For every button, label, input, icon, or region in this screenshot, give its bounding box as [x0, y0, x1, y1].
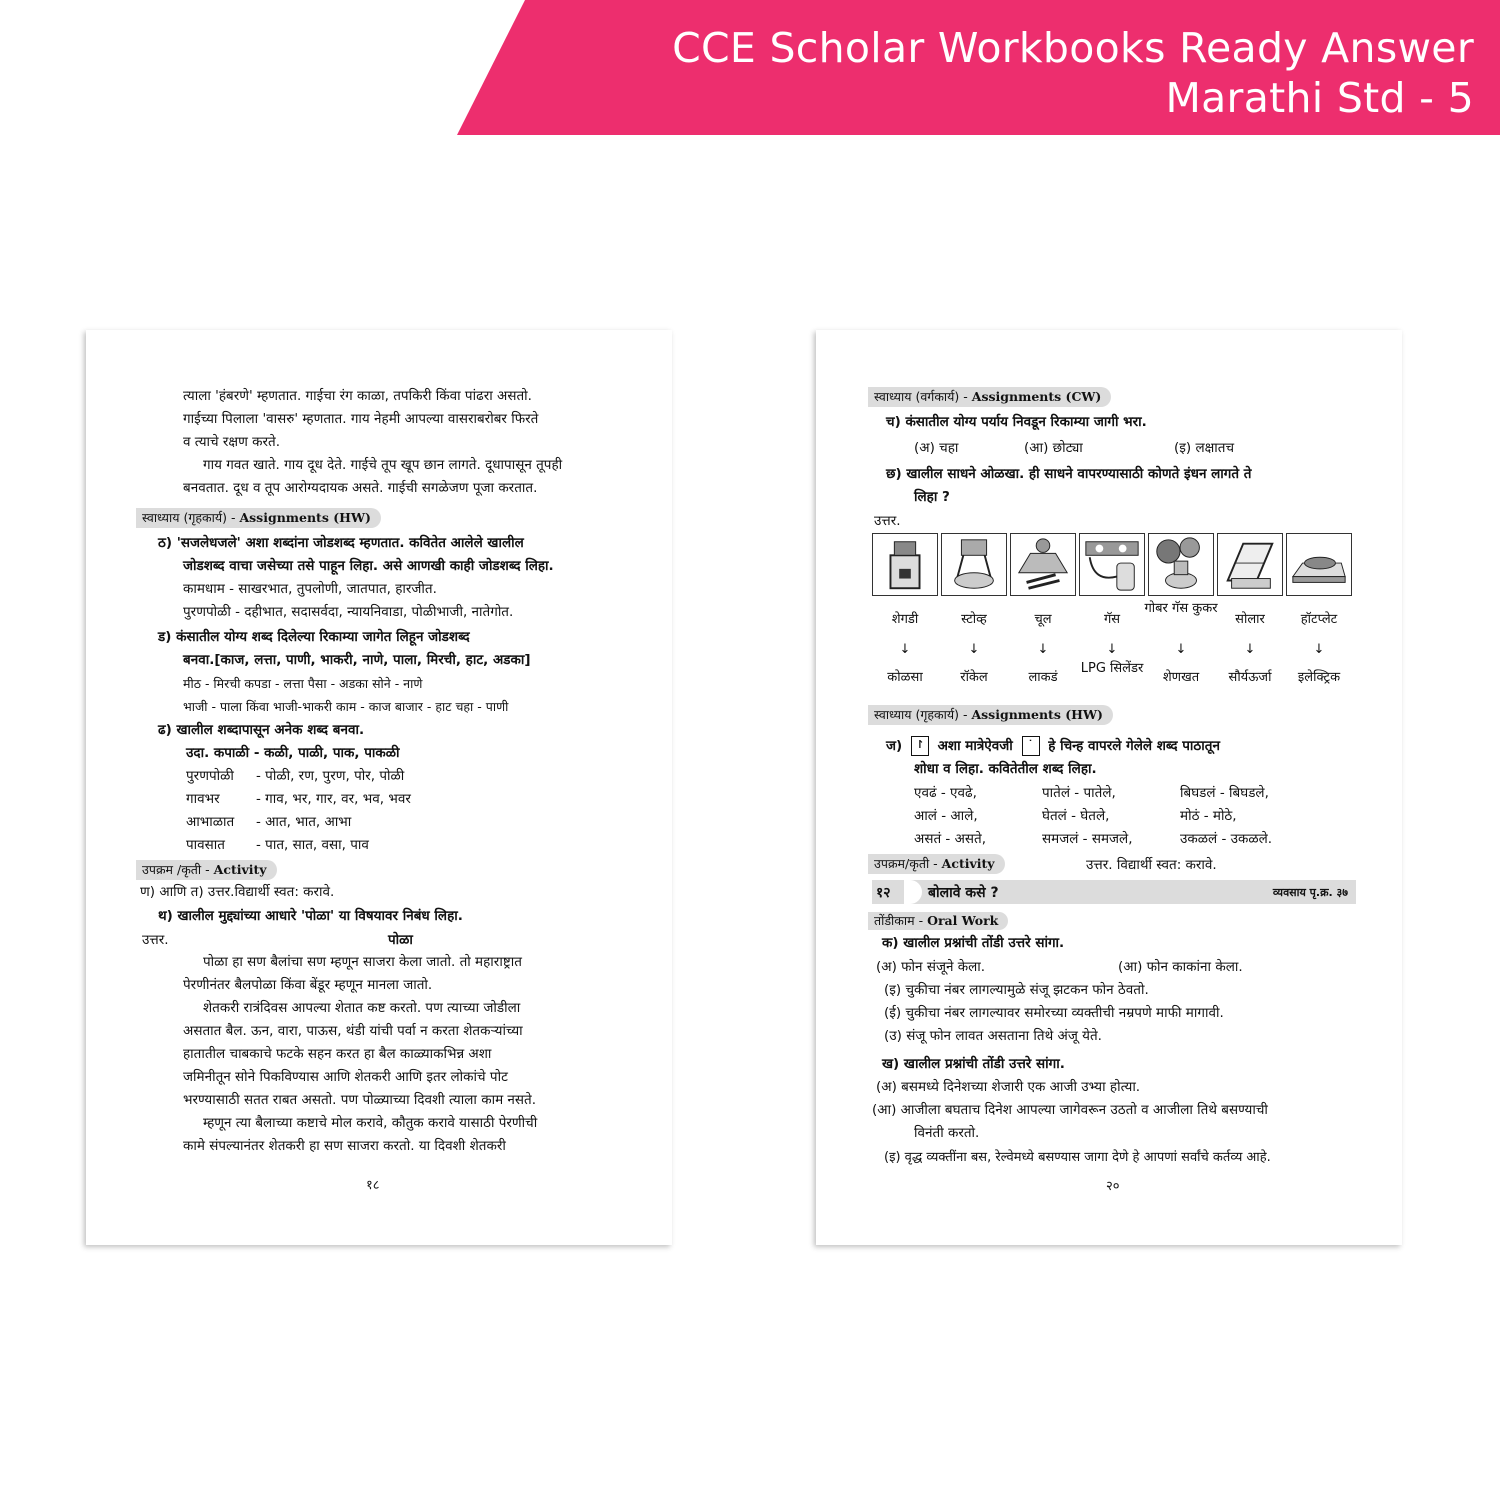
answer-line: (इ) वृद्ध व्यक्तींना बस, रेल्वेमध्ये बसण्यास जागा देणे हे आपणां सर्वांचे कर्तव्य आहे.: [884, 1150, 1271, 1165]
option: (इ) लक्षातच: [1174, 440, 1235, 456]
answer-line: (ई) चुकीचा नंबर लागल्यावर समोरच्या व्यक्तीची नम्रपणे माफी मागावी.: [884, 1005, 1224, 1021]
section-label-hw-mr: स्वाध्याय (गृहकार्य) -: [874, 707, 972, 722]
answer-line: (उ) संजू फोन लावत असताना तिथे अंजू येते.: [884, 1028, 1102, 1044]
tool-name: गॅस: [1103, 612, 1121, 627]
question-ja-line: शोधा व लिहा. कवितेतील शब्द लिहा.: [914, 761, 1097, 777]
question-cha: च) कंसातील योग्य पर्याय निवडून रिकाम्या जागी भरा.: [886, 414, 1147, 430]
section-label-cw-mr: स्वाध्याय (वर्गकार्य) -: [874, 389, 972, 404]
section-label-activity-en: Activity: [213, 862, 267, 877]
word-base: गावभर: [186, 791, 220, 807]
question-ja-end: हे चिन्ह वापरले गेलेले शब्द पाठातून: [1048, 738, 1220, 754]
option: (अ) चहा: [914, 440, 959, 456]
answer-word: बिघडलं - बिघडले,: [1180, 785, 1269, 801]
down-arrow-icon: ↓: [1106, 642, 1118, 657]
section-label-oral: [868, 912, 1008, 930]
word-base: पावसात: [186, 837, 225, 853]
section-label-activity: [136, 860, 277, 880]
answer-word: उकळलं - उकळले.: [1180, 831, 1273, 847]
answer-word: पातेलं - पातेले,: [1042, 785, 1116, 801]
question-tha2: थ) खालील मुद्द्यांच्या आधारे 'पोळा' या विषयावर निबंध लिहा.: [158, 908, 463, 924]
section-label-cw: [868, 387, 1111, 407]
anusvara-symbol-icon: ˙: [1022, 736, 1040, 756]
coal-stove-icon: [872, 533, 938, 596]
chapter-ref: व्यवसाय पृ.क्र. ३७: [1272, 886, 1348, 899]
section-label-cw-en: Assignments (CW): [971, 389, 1102, 404]
answer-word: एवढं - एवढे,: [914, 785, 977, 801]
tool-fuel: लाकडं: [1028, 670, 1058, 685]
intro-line: बनवतात. दूध व तूप आरोग्यदायक असते. गाईची सगळेजण पूजा करतात.: [183, 480, 538, 496]
answer-word: असतं - असते,: [914, 831, 987, 847]
section-label-hw-en: Assignments (HW): [239, 510, 371, 525]
tool-name: चूल: [1034, 612, 1052, 627]
question-tha-line: जोडशब्द वाचा जसेच्या तसे पाहून लिहा. असे आणखी काही जोडशब्द लिहा.: [183, 558, 554, 574]
down-arrow-icon: ↓: [1175, 642, 1187, 657]
answer-line: मीठ - मिरची कपडा - लत्ता पैसा - अडका सोने - नाणे: [183, 676, 423, 691]
banner-title-line1: CCE Scholar Workbooks Ready Answer: [672, 24, 1474, 72]
section-label-hw-mr: स्वाध्याय (गृहकार्य) -: [142, 510, 240, 525]
chulha-icon: [1010, 533, 1076, 596]
word-base: आभाळात: [186, 814, 235, 830]
essay-line: हातातील चाबकाचे फटके सहन करत हा बैल काळ्याकभिन्न अशा: [183, 1046, 492, 1062]
tool-fuel: इलेक्ट्रिक: [1297, 670, 1341, 685]
page-number: १८: [366, 1178, 380, 1193]
chapter-notch: [904, 880, 922, 904]
answer-label: उत्तर.: [142, 932, 169, 948]
answer-line: पुरणपोळी - दहीभात, सदासर्वदा, न्यायनिवाडा, पोळीभाजी, नातेगोत.: [183, 604, 514, 620]
answer-word: मोठं - मोठे,: [1180, 808, 1237, 824]
section-label-hw: [868, 705, 1113, 725]
essay-line: जमिनीतून सोने पिकविण्यास आणि शेतकरी आणि इतर लोकांचे पोट: [183, 1069, 508, 1085]
word-answer: - आत, भात, आभा: [256, 814, 352, 830]
section-label-hw: [136, 508, 381, 528]
essay-line: भरण्यासाठी सतत राबत असतो. पण पोळ्याच्या दिवशी त्याला काम नसते.: [183, 1092, 537, 1108]
answer-word: घेतलं - घेतले,: [1042, 808, 1110, 824]
section-label-activity-mr: उपक्रम/कृती -: [874, 856, 942, 871]
down-arrow-icon: ↓: [1037, 642, 1049, 657]
tool-fuel: सौर्यऊर्जा: [1228, 670, 1272, 685]
essay-line: पोळा हा सण बैलांचा सण म्हणून साजरा केला जातो. तो महाराष्ट्रात: [203, 954, 522, 970]
answer-line: (आ) आजीला बघताच दिनेश आपल्या जागेवरून उठतो व आजीला तिथे बसण्याची: [872, 1102, 1268, 1118]
answer-line: (अ) फोन संजूने केला.: [876, 959, 986, 975]
intro-line: त्याला 'हंबरणे' म्हणतात. गाईचा रंग काळा, तपकिरी किंवा पांढरा असतो.: [183, 388, 532, 404]
section-label-oral-mr: तोंडीकाम -: [874, 913, 928, 928]
tool-fuel: रॉकेल: [960, 670, 988, 685]
essay-line: असतात बैल. ऊन, वारा, पाऊस, थंडी यांची पर्वा न करता शेतकऱ्यांच्या: [183, 1023, 523, 1039]
option: (आ) छोट्या: [1024, 440, 1083, 456]
answer-line: कामधाम - साखरभात, तुपलोणी, जातपात, हारजीत.: [183, 581, 437, 597]
chapter-title: बोलावे कसे ?: [928, 885, 999, 901]
essay-line: शेतकरी रात्रंदिवस आपल्या शेतात कष्ट करतो. पण त्याच्या जोडीला: [203, 1000, 521, 1016]
gobar-gas-icon: [1148, 533, 1214, 596]
activity-answer: उत्तर. विद्यार्थी स्वत: करावे.: [1086, 857, 1217, 873]
word-answer: - गाव, भर, गार, वर, भव, भवर: [256, 791, 411, 807]
question-tha: ठ) 'सजलेधजले' अशा शब्दांना जोडशब्द म्हणतात. कवितेत आलेले खालील: [158, 535, 524, 551]
answer-line: विनंती करतो.: [914, 1125, 980, 1141]
down-arrow-icon: ↓: [1244, 642, 1256, 657]
question-kha: ख) खालील प्रश्नांची तोंडी उत्तरे सांगा.: [882, 1056, 1065, 1072]
chapter-number: १२: [876, 885, 891, 901]
left-page: [86, 330, 672, 1245]
answer-line: भाजी - पाला किंवा भाजी-भाकरी काम - काज बाजार - हाट चहा - पाणी: [183, 699, 509, 714]
banner-title-line2: Marathi Std - 5: [1165, 74, 1474, 122]
essay-line: कामे संपल्यानंतर शेतकरी हा सण साजरा करतो. या दिवशी शेतकरी: [183, 1138, 506, 1154]
intro-line: व त्याचे रक्षण करते.: [183, 434, 281, 450]
word-answer: - पात, सात, वसा, पाव: [256, 837, 369, 853]
tool-name: स्टोव्ह: [961, 612, 987, 627]
page-number: २०: [1106, 1179, 1120, 1194]
question-da: ड) कंसातील योग्य शब्द दिलेल्या रिकाम्या जागेत लिहून जोडशब्द: [158, 629, 470, 645]
section-label-hw-en: Assignments (HW): [971, 707, 1103, 722]
section-label-oral-en: Oral Work: [927, 913, 999, 928]
tool-fuel: LPG सिलेंडर: [1080, 661, 1144, 676]
solar-cooker-icon: [1217, 533, 1283, 596]
question-dha: ढ) खालील शब्दापासून अनेक शब्द बनवा.: [158, 722, 365, 738]
gas-stove-icon: [1079, 533, 1145, 596]
tool-name: हॉटप्लेट: [1300, 612, 1338, 627]
question-ka: क) खालील प्रश्नांची तोंडी उत्तरे सांगा.: [882, 935, 1065, 951]
word-answer: - पोळी, रण, पुरण, पोर, पोळी: [256, 768, 405, 784]
answer-line: (आ) फोन काकांना केला.: [1118, 959, 1243, 975]
tools-strip: [872, 533, 1356, 596]
question-ja-prefix: ज): [886, 738, 903, 754]
essay-line: पेरणीनंतर बैलपोळा किंवा बेंडूर म्हणून मानला जातो.: [183, 977, 433, 993]
matra-symbol-icon: ↾: [911, 736, 929, 756]
down-arrow-icon: ↓: [968, 642, 980, 657]
answer-line: (अ) बसमध्ये दिनेशच्या शेजारी एक आजी उभ्या होत्या.: [876, 1079, 1141, 1095]
question-na-ta: ण) आणि त) उत्तर.विद्यार्थी स्वत: करावे.: [140, 884, 335, 900]
intro-line: गाय गवत खाते. गाय दूध देते. गाईचे तूप खूप छान लागते. दूधापासून तूपही: [203, 457, 563, 473]
question-chha: छ) खालील साधने ओळखा. ही साधने वापरण्यासाठी कोणते इंधन लागते ते: [886, 466, 1252, 482]
question-chha-line: लिहा ?: [914, 489, 950, 505]
tool-name: सोलार: [1235, 612, 1265, 627]
tool-name: गोबर गॅस कुकर: [1144, 601, 1218, 616]
question-ja-mid: अशा मात्रेऐवजी: [937, 738, 1013, 754]
answer-word: आलं - आले,: [914, 808, 978, 824]
hotplate-icon: [1286, 533, 1352, 596]
question-ja: [886, 736, 1220, 756]
tool-fuel: शेणखत: [1162, 670, 1200, 685]
down-arrow-icon: ↓: [899, 642, 911, 657]
tool-fuel: कोळसा: [887, 670, 923, 685]
section-label-activity-en: Activity: [941, 856, 995, 871]
word-base: पुरणपोळी: [186, 768, 234, 784]
essay-title: पोळा: [388, 932, 413, 948]
answer-word: समजलं - समजले,: [1042, 831, 1133, 847]
chapter-header: [872, 880, 1356, 904]
section-label-activity-mr: उपक्रम /कृती -: [142, 862, 214, 877]
right-page: [816, 330, 1402, 1245]
tool-name: शेगडी: [891, 612, 919, 627]
answer-label: उत्तर.: [874, 513, 901, 529]
section-label-activity: [868, 854, 1005, 874]
answer-line: (इ) चुकीचा नंबर लागल्यामुळे संजू झटकन फोन ठेवतो.: [884, 982, 1149, 998]
intro-line: गाईच्या पिलाला 'वासरु' म्हणतात. गाय नेहमी आपल्या वासराबरोबर फिरते: [183, 411, 539, 427]
down-arrow-icon: ↓: [1313, 642, 1325, 657]
essay-line: म्हणून त्या बैलाच्या कष्टाचे मोल करावे, कौतुक करावे यासाठी पेरणीची: [203, 1115, 538, 1131]
question-da-line: बनवा.[काज, लत्ता, पाणी, भाकरी, नाणे, पाला, मिरची, हाट, अडका]: [183, 652, 531, 668]
kerosene-stove-icon: [941, 533, 1007, 596]
example-line: उदा. कपाळी - कळी, पाळी, पाक, पाकळी: [186, 745, 400, 761]
